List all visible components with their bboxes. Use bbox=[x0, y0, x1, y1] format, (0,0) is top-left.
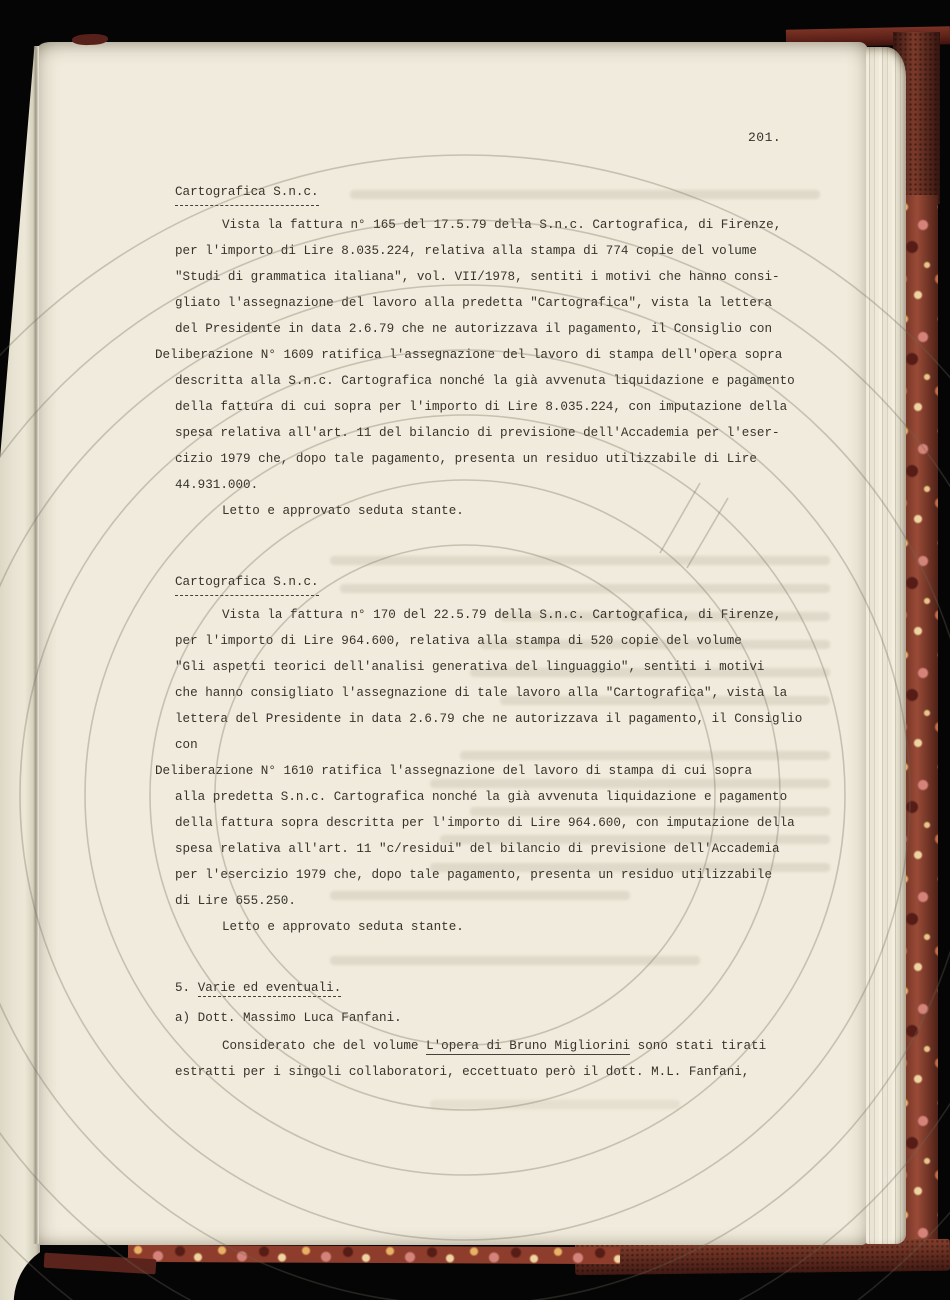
typed-line: "Studi di grammatica italiana", vol. VII/1978, sentiti i motivi che hanno consi- bbox=[175, 270, 780, 284]
typed-line: Deliberazione N° 1610 ratifica l'assegnazione del lavoro di stampa di cui sopra bbox=[155, 764, 753, 778]
typed-line: Letto e approvato seduta stante. bbox=[222, 920, 464, 934]
typed-line: Considerato che del volume L'opera di Bruno Migliorini sono stati tirati bbox=[222, 1039, 767, 1053]
typed-line: alla predetta S.n.c. Cartografica nonché la già avvenuta liquidazione e pagamento bbox=[175, 790, 788, 804]
typed-line: Deliberazione N° 1609 ratifica l'assegnazione del lavoro di stampa dell'opera sopra bbox=[155, 348, 783, 362]
typed-line: lettera del Presidente in data 2.6.79 che ne autorizzava il pagamento, il Consiglio bbox=[175, 712, 803, 726]
section-heading-cartografica-2: Cartografica S.n.c. bbox=[175, 570, 865, 596]
typed-line: Letto e approvato seduta stante. bbox=[222, 504, 464, 518]
typed-line: 44.931.000. bbox=[175, 478, 259, 492]
typed-line: descritta alla S.n.c. Cartografica nonché la già avvenuta liquidazione e pagamento bbox=[175, 374, 795, 388]
gutter-crease bbox=[33, 46, 39, 1244]
underlined-book-title: L'opera di Bruno Migliorini bbox=[426, 1039, 631, 1053]
typed-line: per l'importo di Lire 8.035.224, relativa alla stampa di 774 copie del volume bbox=[175, 244, 757, 258]
typed-line: del Presidente in data 2.6.79 che ne autorizzava il pagamento, il Consiglio con bbox=[175, 322, 773, 336]
typed-line-item-a: a) Dott. Massimo Luca Fanfani. bbox=[175, 1011, 402, 1025]
section-heading-varie: 5. Varie ed eventuali. bbox=[175, 981, 342, 995]
typed-line: gliato l'assegnazione del lavoro alla predetta "Cartografica", vista la lettera bbox=[175, 296, 773, 310]
typed-line: di Lire 655.250. bbox=[175, 894, 296, 908]
right-page-stack-edge bbox=[866, 47, 906, 1244]
typed-line: che hanno consigliato l'assegnazione di tale lavoro alla "Cartografica", vista la bbox=[175, 686, 788, 700]
typed-line: cizio 1979 che, dopo tale pagamento, presenta un residuo utilizzabile di Lire bbox=[175, 452, 757, 466]
typed-line: della fattura sopra descritta per l'importo di Lire 964.600, con imputazione della bbox=[175, 816, 795, 830]
typed-line: con bbox=[175, 738, 198, 752]
typed-text-block bbox=[155, 180, 865, 1085]
typed-line: "Gli aspetti teorici dell'analisi generativa del linguaggio", sentiti i motivi bbox=[175, 660, 765, 674]
bleed-through-line bbox=[430, 1100, 680, 1109]
document-page bbox=[36, 42, 869, 1245]
typed-line: estratti per i singoli collaboratori, eccettuato però il dott. M.L. Fanfani, bbox=[175, 1065, 750, 1079]
binding-bottom-marble bbox=[128, 1245, 620, 1264]
typed-line: della fattura di cui sopra per l'importo di Lire 8.035.224, con imputazione della bbox=[175, 400, 788, 414]
typed-line: Vista la fattura n° 170 del 22.5.79 della S.n.c. Cartografica, di Firenze, bbox=[222, 608, 782, 622]
typed-line: spesa relativa all'art. 11 del bilancio di previsione dell'Accademia per l'eser- bbox=[175, 426, 780, 440]
typed-line: per l'importo di Lire 964.600, relativa alla stampa di 520 copie del volume bbox=[175, 634, 742, 648]
page-number: 201. bbox=[748, 130, 782, 145]
typed-line: Vista la fattura n° 165 del 17.5.79 della S.n.c. Cartografica, di Firenze, bbox=[222, 218, 782, 232]
typed-line: per l'esercizio 1979 che, dopo tale pagamento, presenta un residuo utilizzabile bbox=[175, 868, 773, 882]
typed-line: spesa relativa all'art. 11 "c/residui" del bilancio di previsione dell'Accademia bbox=[175, 842, 780, 856]
section-heading-cartografica-1: Cartografica S.n.c. bbox=[175, 180, 865, 206]
